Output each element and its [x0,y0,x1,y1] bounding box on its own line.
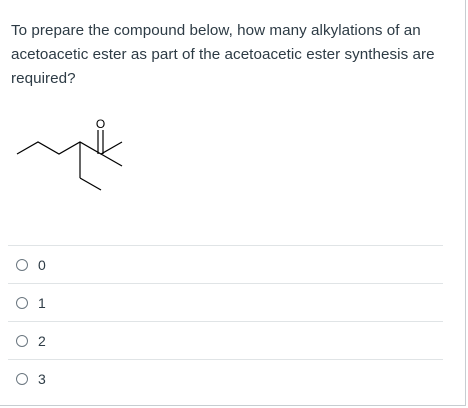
answer-option-0[interactable] [8,245,443,283]
ethyl-branch-end [80,178,101,190]
carbon-chain [17,142,122,154]
radio-button[interactable] [16,259,28,271]
carbonyl-bond [101,154,122,166]
answer-label: 1 [38,294,46,311]
radio-button[interactable] [16,297,28,309]
answer-option-3[interactable] [8,359,443,397]
radio-button[interactable] [16,335,28,347]
answer-label: 0 [38,256,46,273]
oxygen-label: O [95,117,106,131]
answer-list [8,245,443,397]
radio-button[interactable] [16,373,28,385]
answer-option-1[interactable] [8,283,443,321]
chemical-structure-image [14,116,134,202]
answer-label: 3 [38,370,46,387]
question-text: To prepare the compound below, how many alkylations of an acetoacetic ester as part of the acetoacetic ester synthesis are required? [11,22,435,87]
answer-label: 2 [38,332,46,349]
answer-option-2[interactable] [8,321,443,359]
